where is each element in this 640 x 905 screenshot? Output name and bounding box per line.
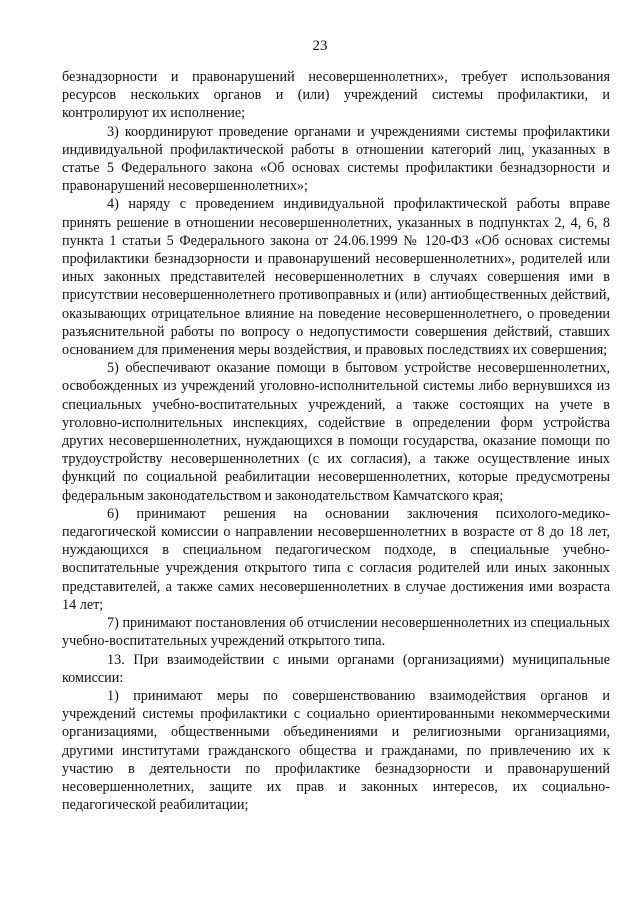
paragraph-item-3: 3) координируют проведение органами и учреждениями системы профилактики индивидуальной профилактической работы в отношении категорий лиц, указанных в статье 5 Федерального закона «Об основах системы профилактики безнадзорности и правонарушений несовершеннолетних»;: [62, 123, 610, 195]
paragraph-item-7: 7) принимают постановления об отчислении несовершеннолетних из специальных учебно-воспитательных учреждений открытого типа.: [62, 615, 610, 650]
paragraph-section-13-item-1: 1) принимают меры по совершенствованию взаимодействия органов и учреждений системы профилактики с социально ориентированными некоммерческими организациями, общественными объединениями и религиозными организациями, другими институтами гражданского общества и гражданами, по привлечению их к участию в деятельности по профилактике безнадзорности и правонарушений несовершеннолетних, защите их прав и законных интересов, их социально-педагогической реабилитации;: [62, 687, 610, 814]
paragraph-item-4: 4) наряду с проведением индивидуальной профилактической работы вправе принять решение в отношении несовершеннолетних, указанных в подпунктах 2, 4, 6, 8 пункта 1 статьи 5 Федерального закона от 24.06.1999 № 120-ФЗ «Об основах системы профилактики безнадзорности и правонарушений несовершеннолетних», родителей или иных законных представителей несовершеннолетних в случаях совершения ими в присутствии несовершеннолетнего противоправных и (или) антиобщественных действий, оказывающих отрицательное влияние на поведение несовершеннолетнего, о проведении разъяснительной работы по вопросу о недопустимости совершения действий, ставших основанием для применения меры воздействия, и правовых последствиях их совершения;: [62, 196, 610, 359]
paragraph-item-5: 5) обеспечивают оказание помощи в бытовом устройстве несовершеннолетних, освобожденных из учреждений уголовно-исполнительной системы либо вернувшихся из специальных учебно-воспитательных учреждений, а также состоящих на учете в уголовно-исполнительных инспекциях, содействие в определении форм устройства других несовершеннолетних, нуждающихся в помощи государства, оказание помощи по трудоустройству несовершеннолетних (с их согласия), а также осуществление иных функций по социальной реабилитации несовершеннолетних, которые предусмотрены федеральным законодательством и законодательством Камчатского края;: [62, 360, 610, 504]
paragraph-continuation: безнадзорности и правонарушений несовершеннолетних», требует использования ресурсов нескольких органов и (или) учреждений системы профилактики, и контролируют их исполнение;: [62, 69, 610, 122]
page-number: 23: [312, 38, 328, 54]
document-body: [62, 68, 610, 814]
paragraph-item-6: 6) принимают решения на основании заключения психолого-медико-педагогической комиссии о направлении несовершеннолетних в возрасте от 8 до 18 лет, нуждающихся в специальном педагогическом подходе, в специальные учебно-воспитательные учреждения открытого типа с согласия родителей или иных законных представителей, а также самих несовершеннолетних в случае достижения ими возраста 14 лет;: [62, 505, 610, 613]
paragraph-section-13: 13. При взаимодействии с иными органами (организациями) муниципальные комиссии:: [62, 651, 610, 686]
